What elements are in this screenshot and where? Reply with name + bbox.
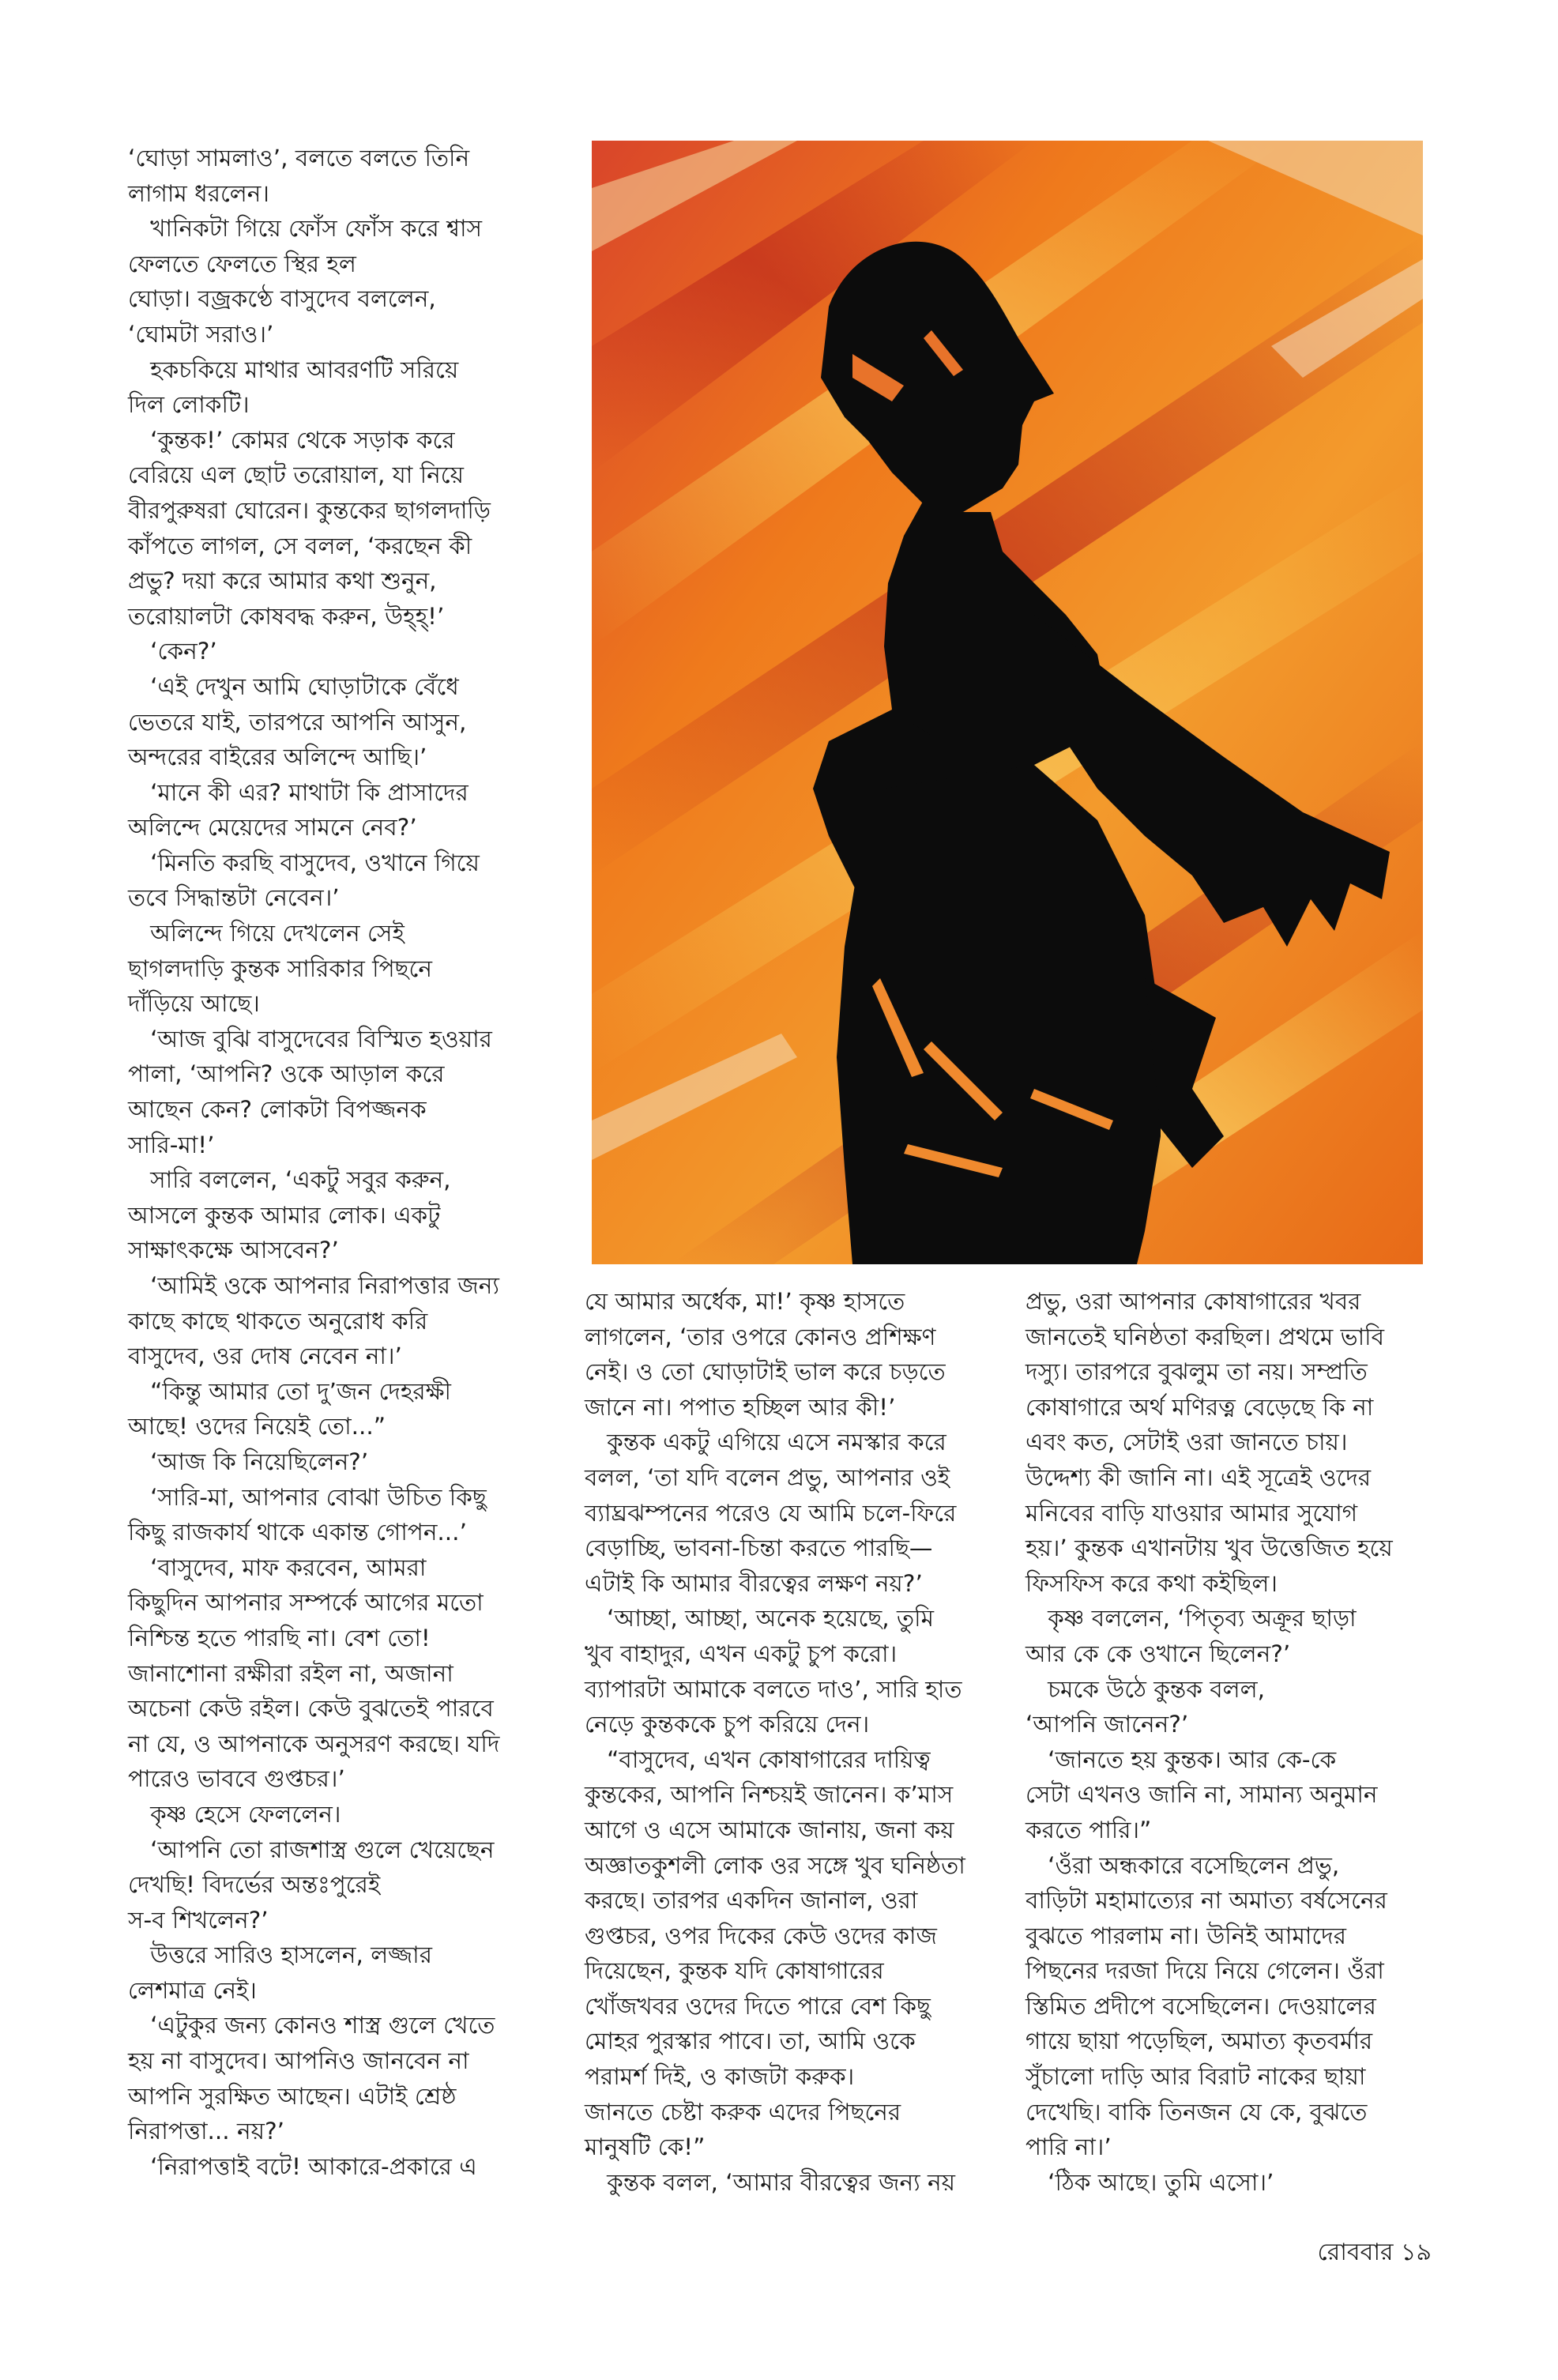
text-line: পরামর্শ দিই, ও কাজটা করুক।	[585, 2063, 855, 2091]
text-line: ‘কেন?’	[128, 638, 217, 665]
text-line: সেটা এখনও জানি না, সামান্য অনুমান	[1025, 1781, 1378, 1809]
text-line: পালা, ‘আপনি? ওকে আড়াল করে	[128, 1060, 445, 1088]
text-line: দস্যু। তারপরে বুঝলুম তা নয়। সম্প্রতি	[1025, 1358, 1368, 1386]
text-line: সুঁচালো দাড়ি আর বিরাট নাকের ছায়া	[1025, 2063, 1366, 2091]
text-line: কোষাগারে অর্থ মণিরত্ন বেড়েছে কি না	[1025, 1393, 1374, 1421]
text-line: আপনি সুরক্ষিত আছেন। এটাই শ্রেষ্ঠ	[128, 2082, 457, 2110]
text-line: দেখেছি। বাকি তিনজন যে কে, বুঝতে	[1025, 2098, 1368, 2126]
text-line: অলিন্দে গিয়ে দেখলেন সেই	[128, 920, 405, 947]
text-line: করছে। তারপর একদিন জানাল, ওরা	[585, 1887, 918, 1915]
text-line: কৃষ্ণ হেসে ফেললেন।	[128, 1800, 341, 1828]
text-line: লেশমাত্র নেই।	[128, 1976, 257, 2004]
story-column-2	[585, 1284, 1011, 2200]
text-line: আছেন কেন? লোকটা বিপজ্জনক	[128, 1096, 427, 1124]
text-line: ‘এটুকুর জন্য কোনও শাস্ত্র গুলে খেতে	[128, 2012, 495, 2039]
text-line: নিরাপত্তা... নয়?’	[128, 2118, 285, 2145]
text-line: ‘ঘোড়া সামলাও’, বলতে বলতে তিনি	[128, 145, 470, 171]
text-line: এটাই কি আমার বীরত্বের লক্ষণ নয়?’	[585, 1569, 923, 1597]
text-line: বুঝতে পারলাম না। উনিই আমাদের	[1025, 1922, 1346, 1949]
text-line: জানতেই ঘনিষ্ঠতা করছিল। প্রথমে ভাবি	[1025, 1323, 1385, 1350]
text-line: জানাশোনা রক্ষীরা রইল না, অজানা	[128, 1659, 453, 1687]
text-line: যে আমার অর্ধেক, মা!’ কৃষ্ণ হাসতে	[585, 1288, 905, 1315]
text-line: ফেলতে ফেলতে স্থির হল	[128, 250, 356, 277]
text-line: ফিসফিস করে কথা কইছিল।	[1025, 1569, 1278, 1597]
text-line: অলিন্দে মেয়েদের সামনে নেব?’	[128, 814, 417, 842]
text-line: “কিন্তু আমার তো দু’জন দেহরক্ষী	[128, 1377, 451, 1405]
text-line: ‘আপনি তো রাজশাস্ত্র গুলে খেয়েছেন	[128, 1836, 495, 1863]
text-line: প্রভু? দয়া করে আমার কথা শুনুন,	[128, 567, 437, 595]
text-line: জানে না। পপাত হচ্ছিল আর কী!’	[585, 1393, 896, 1421]
text-line: গায়ে ছায়া পড়েছিল, অমাত্য কৃতবর্মার	[1025, 2028, 1373, 2055]
text-line: কাছে কাছে থাকতে অনুরোধ করি	[128, 1307, 428, 1335]
text-line: ভেতরে যাই, তারপরে আপনি আসুন,	[128, 708, 467, 736]
text-line: সাক্ষাৎকক্ষে আসবেন?’	[128, 1237, 339, 1264]
text-line: বেরিয়ে এল ছোট তরোয়াল, যা নিয়ে	[128, 461, 464, 489]
text-line: পিছনের দরজা দিয়ে নিয়ে গেলেন। ওঁরা	[1025, 1957, 1384, 1985]
text-line: দেখছি! বিদর্ভের অন্তঃপুরেই	[128, 1871, 381, 1899]
page-footer: রোববার ১৯	[1317, 2239, 1432, 2266]
text-line: ছাগলদাড়ি কুন্তক সারিকার পিছনে	[128, 955, 432, 982]
text-line: অন্দরের বাইরের অলিন্দে আছি।’	[128, 744, 427, 771]
text-line: ‘কুন্তক!’ কোমর থেকে সড়াক করে	[128, 426, 455, 454]
text-line: বীরপুরুষরা ঘোরেন। কুন্তকের ছাগলদাড়ি	[128, 496, 491, 524]
text-line: ঘোড়া। বজ্রকণ্ঠে বাসুদেব বললেন,	[128, 285, 436, 313]
text-line: ‘আপনি জানেন?’	[1025, 1711, 1189, 1738]
story-column-1	[128, 141, 564, 2184]
text-line: পারি না।’	[1025, 2133, 1112, 2161]
text-line: কুন্তক বলল, ‘আমার বীরত্বের জন্য নয়	[585, 2168, 956, 2196]
text-line: ‘ঘোমটা সরাও।’	[128, 320, 274, 348]
text-line: স্তিমিত প্রদীপে বসেছিলেন। দেওয়ালের	[1025, 1992, 1376, 2020]
text-line: বাড়িটা মহামাত্যের না অমাত্য বর্ষসেনের	[1025, 1887, 1387, 1915]
text-line: সারি-মা!’	[128, 1131, 215, 1158]
text-line: করতে পারি।”	[1025, 1816, 1152, 1843]
text-line: চমকে উঠে কুন্তক বলল,	[1025, 1675, 1266, 1703]
silhouette-painting	[592, 141, 1423, 1264]
text-line: নেড়ে কুন্তককে চুপ করিয়ে দেন।	[585, 1711, 870, 1738]
text-line: নেই। ও তো ঘোড়াটাই ভাল করে চড়তে	[585, 1358, 946, 1386]
text-line: ‘ঠিক আছে। তুমি এসো।’	[1025, 2168, 1274, 2196]
text-line: লাগলেন, ‘তার ওপরে কোনও প্রশিক্ষণ	[585, 1323, 936, 1350]
text-line: কুন্তকের, আপনি নিশ্চয়ই জানেন। ক’মাস	[585, 1781, 954, 1809]
text-line: বাসুদেব, ওর দোষ নেবেন না।’	[128, 1343, 402, 1370]
text-line: লাগাম ধরলেন।	[128, 179, 269, 207]
text-line: মানুষটি কে!”	[585, 2133, 706, 2161]
text-line: ‘আচ্ছা, আচ্ছা, অনেক হয়েছে, তুমি	[585, 1605, 934, 1632]
text-line: খানিকটা গিয়ে ফোঁস ফোঁস করে শ্বাস	[128, 215, 483, 243]
text-line: ‘এই দেখুন আমি ঘোড়াটাকে বেঁধে	[128, 672, 459, 700]
text-line: ‘আজ বুঝি বাসুদেবের বিস্মিত হওয়ার	[128, 1025, 492, 1053]
text-line: দিল লোকটি।	[128, 391, 250, 419]
text-line: গুপ্তচর, ওপর দিকের কেউ ওদের কাজ	[585, 1922, 937, 1949]
text-line: হকচকিয়ে মাথার আবরণটি সরিয়ে	[128, 356, 459, 383]
text-line: ‘নিরাপত্তাই বটে! আকারে-প্রকারে এ	[128, 2152, 477, 2180]
text-line: মনিবের বাড়ি যাওয়ার আমার সুযোগ	[1025, 1499, 1358, 1527]
text-line: “বাসুদেব, এখন কোষাগারের দায়িত্ব	[585, 1745, 931, 1773]
text-line: আর কে কে ওখানে ছিলেন?’	[1025, 1640, 1291, 1667]
text-line: না যে, ও আপনাকে অনুসরণ করছে। যদি	[128, 1730, 500, 1757]
text-line: ‘জানতে হয় কুন্তক। আর কে-কে	[1025, 1745, 1337, 1773]
text-line: খুব বাহাদুর, এখন একটু চুপ করো।	[585, 1640, 898, 1667]
text-line: উদ্দেশ্য কী জানি না। এই সূত্রেই ওদের	[1025, 1463, 1372, 1491]
text-line: এবং কত, সেটাই ওরা জানতে চায়।	[1025, 1429, 1348, 1456]
text-line: অজ্ঞাতকুশলী লোক ওর সঙ্গে খুব ঘনিষ্ঠতা	[585, 1851, 965, 1879]
text-line: জানতে চেষ্টা করুক এদের পিছনের	[585, 2098, 901, 2126]
text-line: কৃষ্ণ বললেন, ‘পিতৃব্য অক্রূর ছাড়া	[1025, 1605, 1357, 1632]
text-line: ‘বাসুদেব, মাফ করবেন, আমরা	[128, 1553, 427, 1581]
text-line: কাঁপতে লাগল, সে বলল, ‘করছেন কী	[128, 532, 472, 559]
text-line: কিছুদিন আপনার সম্পর্কে আগের মতো	[128, 1589, 484, 1617]
story-illustration	[592, 141, 1423, 1264]
text-line: কিছু রাজকার্য থাকে একান্ত গোপন...’	[128, 1519, 467, 1546]
text-line: অচেনা কেউ রইল। কেউ বুঝতেই পারবে	[128, 1695, 494, 1723]
text-line: আসলে কুন্তক আমার লোক। একটু	[128, 1201, 441, 1229]
text-line: সারি বললেন, ‘একটু সবুর করুন,	[128, 1166, 451, 1194]
text-line: নিশ্চিন্ত হতে পারছি না। বেশ তো!	[128, 1624, 431, 1651]
text-line: ‘ওঁরা অন্ধকারে বসেছিলেন প্রভু,	[1025, 1851, 1340, 1879]
text-line: ‘আমিই ওকে আপনার নিরাপত্তার জন্য	[128, 1272, 499, 1299]
text-line: আগে ও এসে আমাকে জানায়, জনা কয়	[585, 1816, 954, 1843]
text-line: তবে সিদ্ধান্তটা নেবেন।’	[128, 884, 340, 912]
text-line: কুন্তক একটু এগিয়ে এসে নমস্কার করে	[585, 1429, 946, 1456]
text-line: ব্যাঘ্রঝম্পনের পরেও যে আমি চলে-ফিরে	[585, 1499, 957, 1527]
story-column-3	[1025, 1284, 1452, 2200]
text-line: বেড়াচ্ছি, ভাবনা-চিন্তা করতে পারছি—	[585, 1535, 933, 1562]
text-line: হয় না বাসুদেব। আপনিও জানবেন না	[128, 2047, 469, 2075]
text-line: দাঁড়িয়ে আছে।	[128, 990, 260, 1018]
text-line: মোহর পুরস্কার পাবে। তা, আমি ওকে	[585, 2028, 916, 2055]
text-line: তরোয়ালটা কোষবদ্ধ করুন, উহ্‌হ্‌!’	[128, 602, 445, 630]
text-line: ‘মানে কী এর? মাথাটা কি প্রাসাদের	[128, 778, 469, 806]
text-line: প্রভু, ওরা আপনার কোষাগারের খবর	[1025, 1288, 1361, 1315]
text-line: দিয়েছেন, কুন্তক যদি কোষাগারের	[585, 1957, 884, 1985]
text-line: স-ব শিখলেন?’	[128, 1906, 269, 1934]
text-line: ‘সারি-মা, আপনার বোঝা উচিত কিছু	[128, 1483, 487, 1511]
text-line: ‘আজ কি নিয়েছিলেন?’	[128, 1448, 369, 1475]
text-line: ব্যাপারটা আমাকে বলতে দাও’, সারি হাত	[585, 1675, 962, 1703]
text-line: খোঁজখবর ওদের দিতে পারে বেশ কিছু	[585, 1992, 931, 2020]
text-line: ‘মিনতি করছি বাসুদেব, ওখানে গিয়ে	[128, 849, 480, 876]
text-line: হয়।’ কুন্তক এখানটায় খুব উত্তেজিত হয়ে	[1025, 1535, 1393, 1562]
text-line: পারেও ভাববে গুপ্তচর।’	[128, 1765, 345, 1793]
text-line: বলল, ‘তা যদি বলেন প্রভু, আপনার ওই	[585, 1463, 950, 1491]
text-line: আছে! ওদের নিয়েই তো...”	[128, 1413, 386, 1440]
text-line: উত্তরে সারিও হাসলেন, লজ্জার	[128, 1941, 432, 1969]
